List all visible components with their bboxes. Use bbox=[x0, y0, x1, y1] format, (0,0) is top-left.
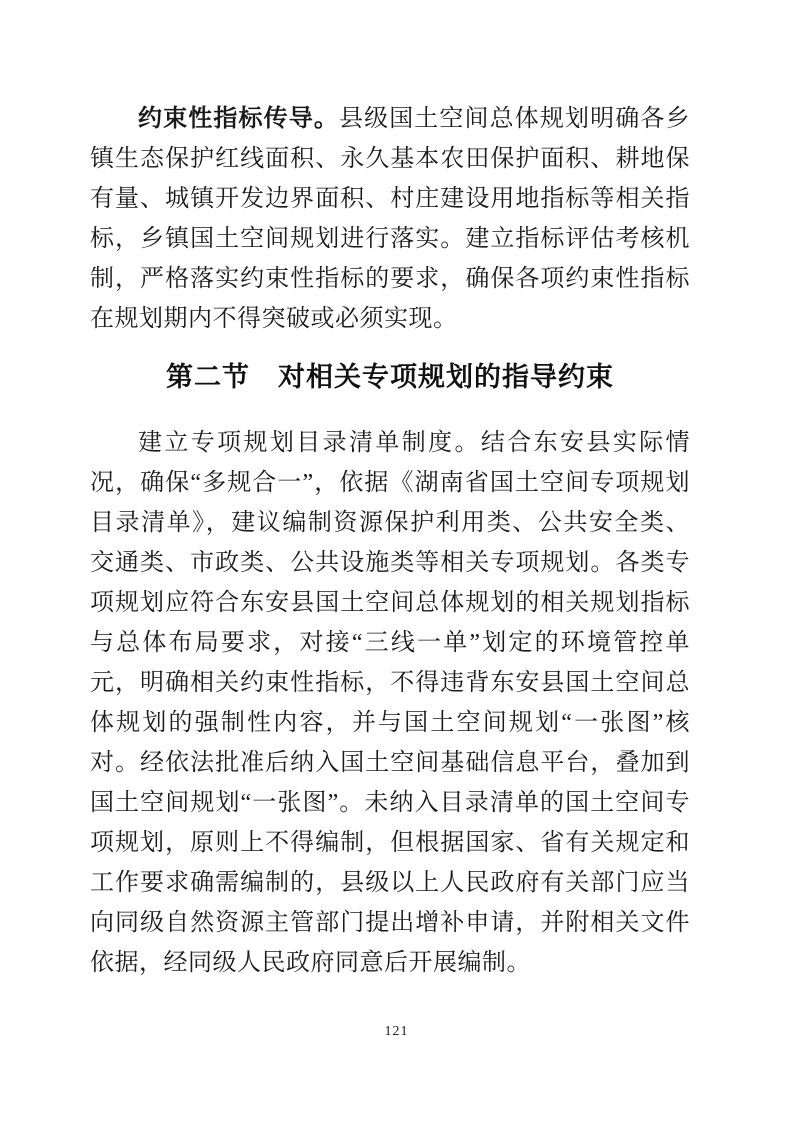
page-footer bbox=[0, 1022, 793, 1040]
paragraph-body-text: 县级国土空间总体规划明确各乡镇生态保护红线面积、永久基本农田保护面积、耕地保有量、城镇开发边界面积、村庄建设用地指标等相关指标，乡镇国土空间规划进行落实。建立指标评估考核机制，严格落实约束性指标的要求，确保各项约束性指标在规划期内不得突破或必须实现。 bbox=[90, 106, 690, 332]
page-number: 121 bbox=[384, 1024, 409, 1039]
paragraph-constraint-indicator-transmission bbox=[90, 99, 690, 339]
paragraph-special-plan-catalog: 建立专项规划目录清单制度。结合东安县实际情况，确保“多规合一”，依据《湖南省国土空间专项规划目录清单》，建议编制资源保护利用类、公共安全类、交通类、市政类、公共设施类等相关专项规划。各类专项规划应符合东安县国土空间总体规划的相关规划指标与总体布局要求，对接“三线一单”划定的环境管控单元，明确相关约束性指标，不得违背东安县国土空间总体规划的强制性内容，并与国土空间规划“一张图”核对。经依法批准后纳入国土空间基础信息平台，叠加到国土空间规划“一张图”。未纳入目录清单的国土空间专项规划，原则上不得编制，但根据国家、省有关规定和工作要求确需编制的，县级以上人民政府有关部门应当向同级自然资源主管部门提出增补申请，并附相关文件依据，经同级人民政府同意后开展编制。 bbox=[90, 430, 690, 976]
page-content bbox=[90, 99, 690, 983]
paragraph-lead-bold-text: 约束性指标传导。 bbox=[138, 106, 339, 132]
section-heading: 第二节 对相关专项规划的指导约束 bbox=[166, 362, 614, 392]
